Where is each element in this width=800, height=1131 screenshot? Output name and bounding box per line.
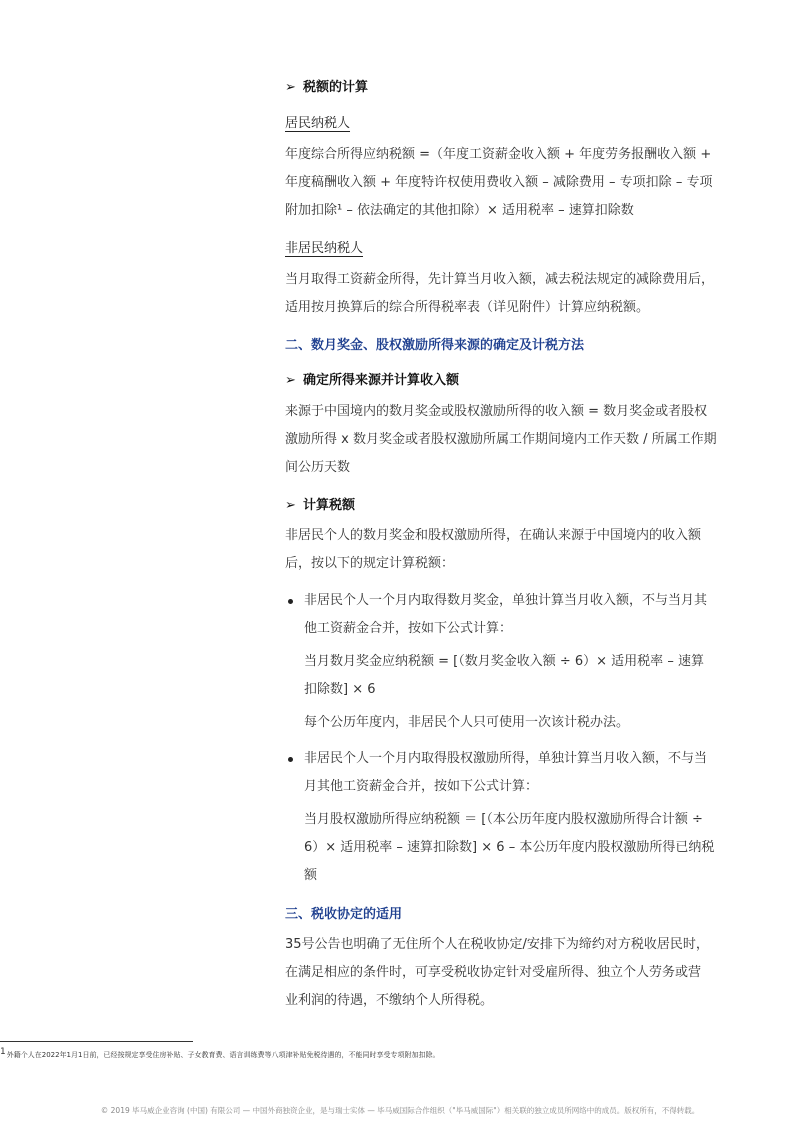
heading-calc-tax: ➢ 计算税额: [285, 498, 356, 513]
footnote-divider: [0, 1041, 193, 1042]
bullet-dot-icon: [288, 757, 293, 762]
bullet-2-formula: 当月股权激励所得应纳税额 ＝ [（本公历年度内股权激励所得合计额 ÷ 6）× 适用税率 – 速算扣除数] × 6 – 本公历年度内股权激励所得已纳税 额: [304, 812, 715, 883]
page-footer: © 2019 毕马威企业咨询 (中国) 有限公司 — 中国外商独资企业，是与瑞士实体 — 毕马威国际合作组织（"毕马威国际"）相关联的独立成员所网络中的成员。版权所有，不得转载。: [100, 1106, 700, 1115]
bullet-1-formula: 当月数月奖金应纳税额 = [（数月奖金收入额 ÷ 6）× 适用税率 – 速算 扣除数] × 6: [304, 654, 704, 697]
resident-formula: 年度综合所得应纳税额 =（年度工资薪金收入额 + 年度劳务报酬收入额 + 年度稿酬收入额 + 年度特许权使用费收入额 – 减除费用 – 专项扣除 – 专项 附加扣除¹ – 依法确定的其他扣除）× 适用税率 – 速算扣除数: [285, 147, 713, 218]
bullet-dot-icon: [288, 599, 293, 604]
heading-tax-calculation: ➢ 税额的计算: [285, 80, 369, 95]
subheading-nonresident: 非居民纳税人: [285, 241, 364, 256]
arrow-bullet-icon: ➢: [285, 80, 296, 95]
determine-text: 来源于中国境内的数月奖金或股权激励所得的收入额 = 数月奖金或者股权 激励所得 x 数月奖金或者股权激励所属工作期间境内工作天数 / 所属工作期 间公历天数: [285, 404, 717, 475]
treaty-text: 35号公告也明确了无住所个人在税收协定/安排下为缔约对方税收居民时， 在满足相应的条件时，可享受税收协定针对受雇所得、独立个人劳务或营 业利润的待遇，不缴纳个人所得税。: [285, 937, 709, 1008]
section-2-title: 二、数月奖金、股权激励所得来源的确定及计税方法: [285, 338, 585, 353]
footnote: [0, 1047, 439, 1060]
arrow-bullet-icon: ➢: [285, 373, 296, 388]
section-3-title: 三、税收协定的适用: [285, 907, 403, 922]
footnote-mark: 1: [0, 1047, 6, 1057]
footnote-text: 外籍个人在2022年1月1日前，已经按规定享受住房补贴、子女教育费、语言训练费等八项津补贴免税待遇的，不能同时享受专项附加扣除。: [6, 1051, 440, 1059]
heading-determine-source: ➢ 确定所得来源并计算收入额: [285, 373, 460, 388]
subheading-resident: 居民纳税人: [285, 116, 351, 131]
arrow-bullet-icon: ➢: [285, 498, 296, 513]
nonresident-text: 当月取得工资薪金所得，先计算当月收入额，减去税法规定的减除费用后， 适用按月换算后的综合所得税率表（详见附件）计算应纳税额。: [285, 272, 715, 315]
calc-intro: 非居民个人的数月奖金和股权激励所得，在确认来源于中国境内的收入额 后，按以下的规定计算税额：: [285, 528, 702, 571]
bullet-1-text: 非居民个人一个月内取得数月奖金，单独计算当月收入额，不与当月其 他工资薪金合并，按如下公式计算：: [304, 593, 708, 636]
bullet-1-note: 每个公历年度内，非居民个人只可使用一次该计税办法。: [304, 715, 630, 730]
bullet-2-text: 非居民个人一个月内取得股权激励所得，单独计算当月收入额，不与当 月其他工资薪金合并，按如下公式计算：: [304, 751, 708, 794]
